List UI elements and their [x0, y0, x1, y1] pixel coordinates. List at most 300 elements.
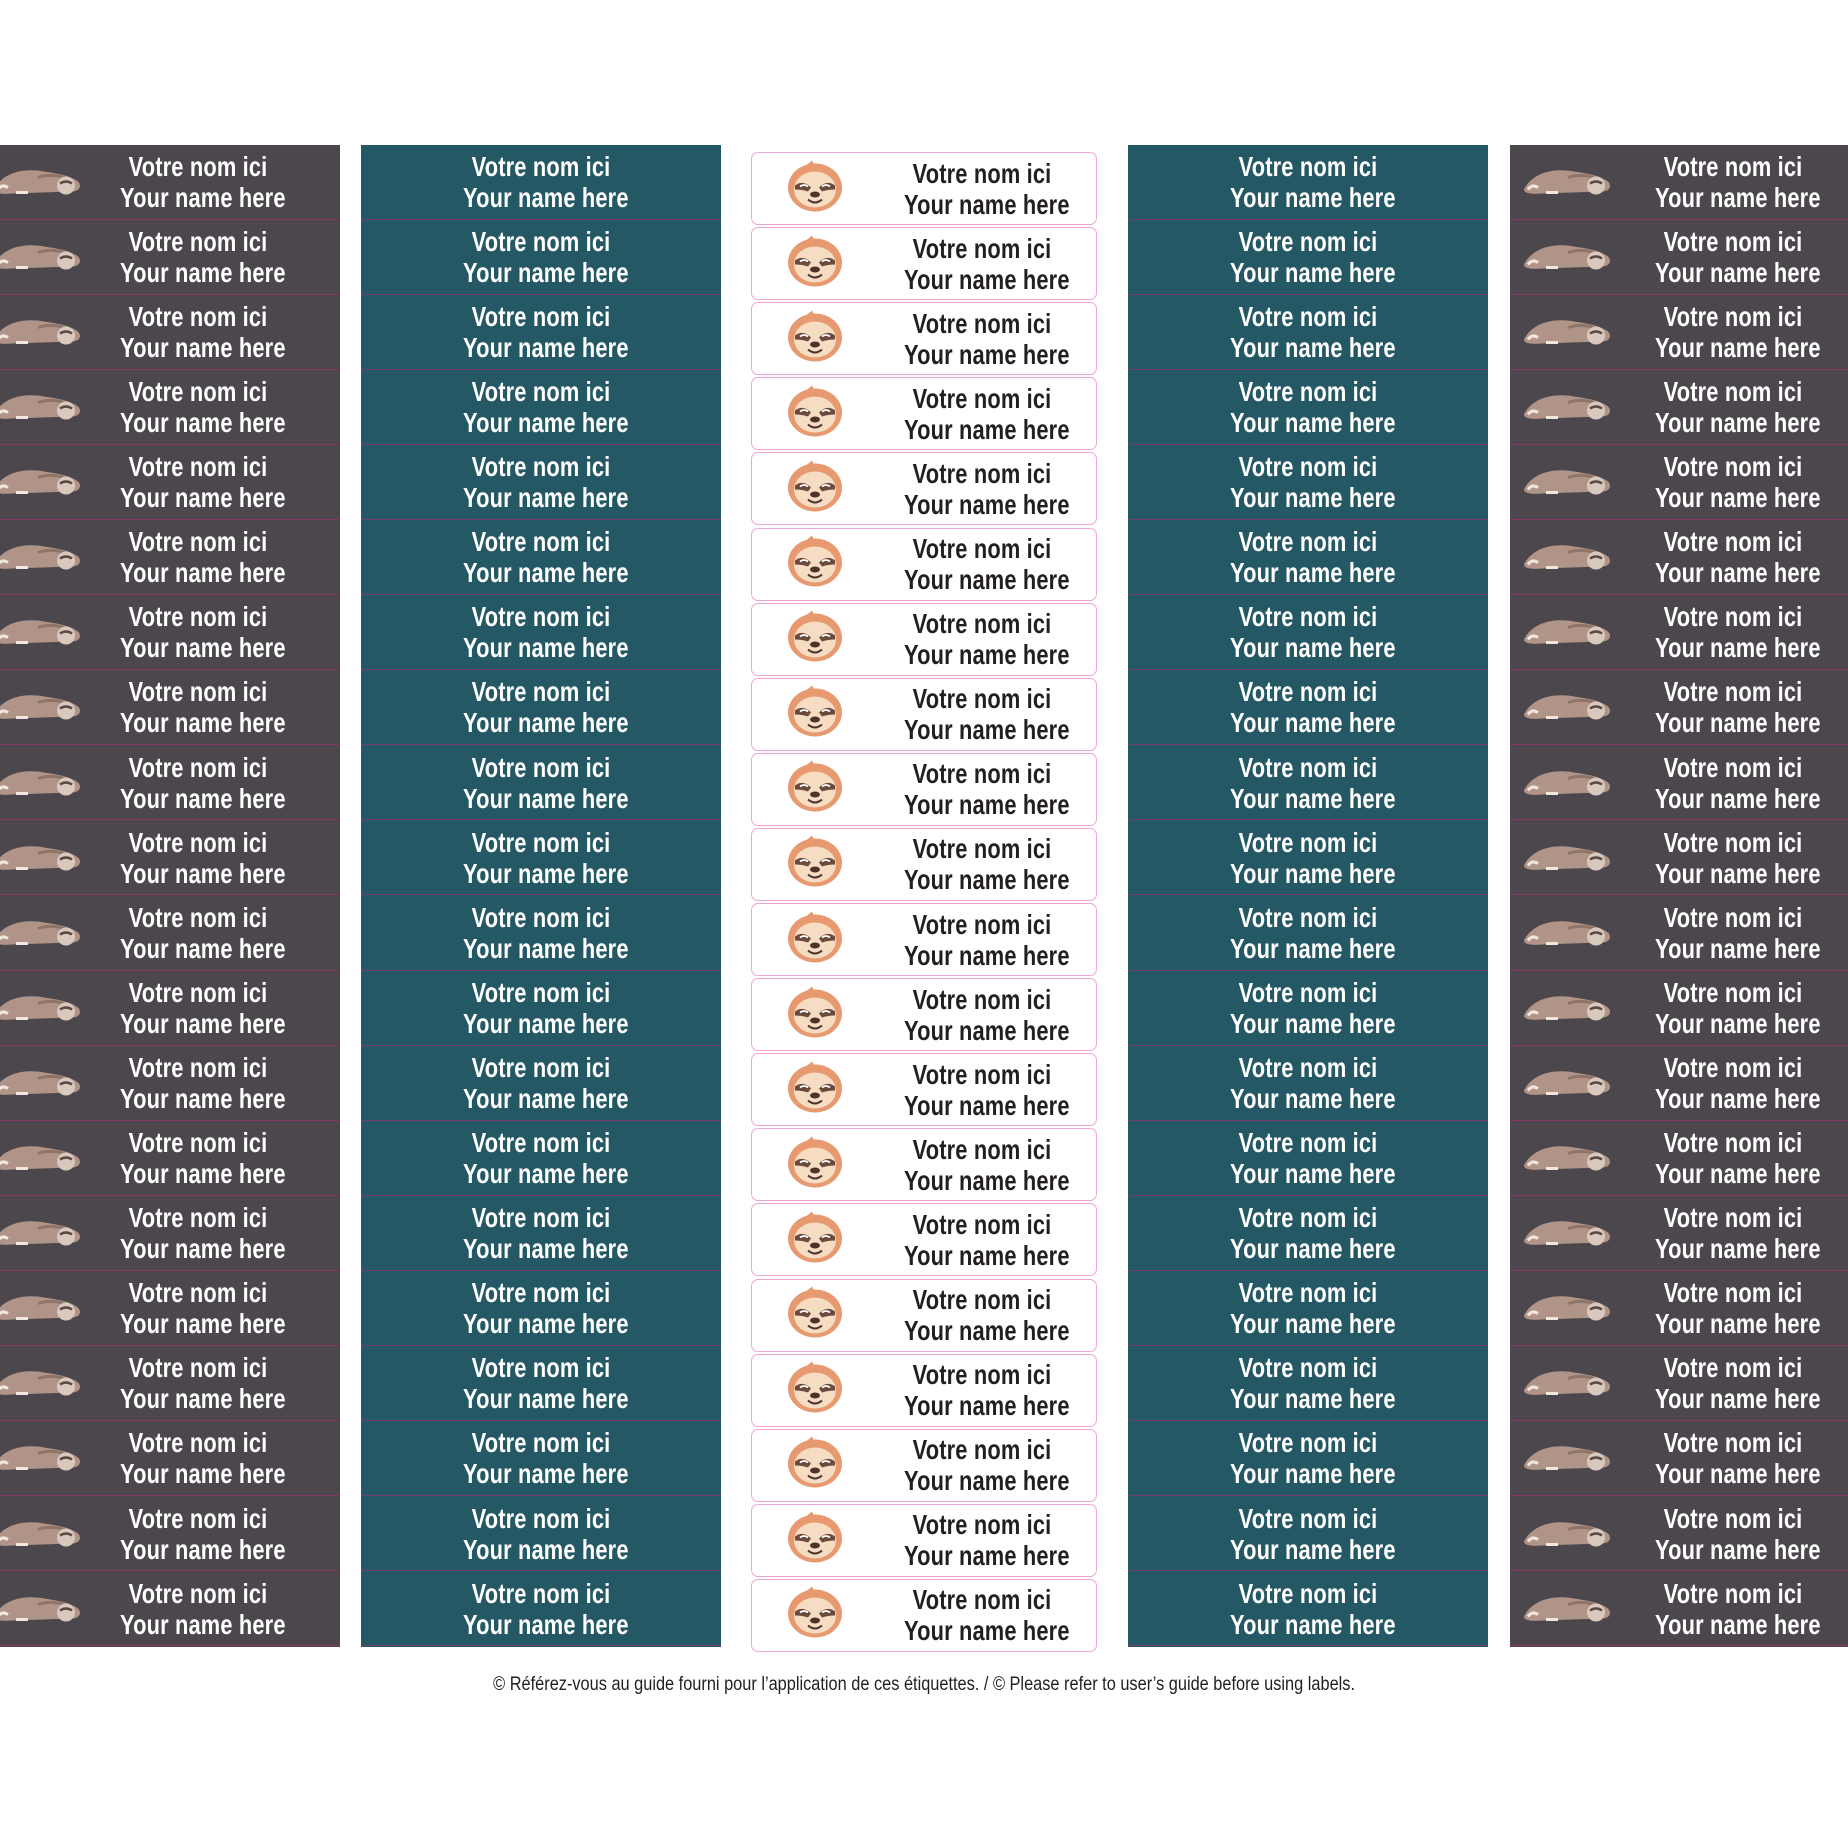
- label-line-french: Votre nom ici: [1663, 526, 1803, 558]
- label-text: [120, 1127, 286, 1190]
- label-line-english: Your name here: [120, 482, 286, 514]
- label-line-english: Your name here: [1655, 857, 1821, 889]
- sloth-face-icon: [786, 234, 844, 293]
- label-line-french: Votre nom ici: [1238, 526, 1378, 558]
- label-line-french: Votre nom ici: [471, 901, 611, 933]
- label-line-french: Votre nom ici: [1663, 1427, 1803, 1459]
- name-label: [0, 1196, 340, 1271]
- label-text: [1230, 376, 1396, 439]
- name-label: [1510, 1196, 1848, 1271]
- label-line-french: Votre nom ici: [128, 601, 268, 633]
- label-line-french: Votre nom ici: [1663, 1202, 1803, 1234]
- label-text: [120, 751, 286, 814]
- name-label: [361, 1497, 721, 1572]
- label-line-french: Votre nom ici: [912, 1359, 1052, 1391]
- label-line-english: Your name here: [904, 1239, 1070, 1271]
- label-line-english: Your name here: [904, 488, 1070, 520]
- label-line-french: Votre nom ici: [1238, 676, 1378, 708]
- label-line-english: Your name here: [120, 932, 286, 964]
- label-line-english: Your name here: [463, 707, 629, 739]
- label-line-english: Your name here: [904, 714, 1070, 746]
- name-label: [0, 1272, 340, 1347]
- label-line-english: Your name here: [904, 1390, 1070, 1422]
- sleeping-sloth-icon: [0, 1286, 84, 1331]
- name-label: [0, 971, 340, 1046]
- label-line-english: Your name here: [1655, 1458, 1821, 1490]
- label-line-english: Your name here: [120, 782, 286, 814]
- name-label: [1510, 220, 1848, 295]
- name-label: [361, 746, 721, 821]
- sleeping-sloth-icon: [1522, 1361, 1614, 1406]
- label-text: [1655, 1202, 1821, 1265]
- label-line-english: Your name here: [1230, 932, 1396, 964]
- name-label: [1510, 971, 1848, 1046]
- name-label: [0, 896, 340, 971]
- label-line-english: Your name here: [1230, 632, 1396, 664]
- label-text: [1655, 1277, 1821, 1340]
- label-line-english: Your name here: [1230, 782, 1396, 814]
- label-line-english: Your name here: [1230, 1533, 1396, 1565]
- label-line-french: Votre nom ici: [1663, 751, 1803, 783]
- label-line-english: Your name here: [1230, 181, 1396, 213]
- label-text: [1655, 1577, 1821, 1640]
- label-line-english: Your name here: [1655, 632, 1821, 664]
- sleeping-sloth-icon: [1522, 760, 1614, 805]
- sloth-face-icon: [786, 835, 844, 894]
- label-line-french: Votre nom ici: [128, 1051, 268, 1083]
- label-line-english: Your name here: [463, 1383, 629, 1415]
- label-text: [463, 1427, 629, 1490]
- label-line-french: Votre nom ici: [471, 676, 611, 708]
- name-label: [361, 596, 721, 671]
- label-line-english: Your name here: [463, 857, 629, 889]
- label-line-french: Votre nom ici: [128, 826, 268, 858]
- label-line-english: Your name here: [120, 857, 286, 889]
- label-text: [1230, 826, 1396, 889]
- label-line-french: Votre nom ici: [912, 908, 1052, 940]
- sloth-face-icon: [786, 1286, 844, 1345]
- label-line-french: Votre nom ici: [1238, 225, 1378, 257]
- label-line-french: Votre nom ici: [1238, 150, 1378, 182]
- name-label: [361, 295, 721, 370]
- name-label: [0, 671, 340, 746]
- name-label: [361, 821, 721, 896]
- label-line-french: Votre nom ici: [471, 1202, 611, 1234]
- label-line-french: Votre nom ici: [471, 1502, 611, 1534]
- label-line-french: Votre nom ici: [128, 751, 268, 783]
- name-label: [1510, 896, 1848, 971]
- sloth-face-icon: [786, 985, 844, 1044]
- name-label: [751, 603, 1097, 676]
- sleeping-sloth-icon: [1522, 1060, 1614, 1105]
- label-line-english: Your name here: [1230, 256, 1396, 288]
- label-line-english: Your name here: [904, 1164, 1070, 1196]
- label-line-french: Votre nom ici: [1238, 751, 1378, 783]
- label-text: [120, 1577, 286, 1640]
- label-line-french: Votre nom ici: [912, 157, 1052, 189]
- label-text: [120, 826, 286, 889]
- label-text: [463, 1202, 629, 1265]
- label-text: [120, 1427, 286, 1490]
- label-text: [1230, 526, 1396, 589]
- label-text: [463, 901, 629, 964]
- label-line-english: Your name here: [904, 1315, 1070, 1347]
- name-label: [0, 370, 340, 445]
- label-line-french: Votre nom ici: [471, 1127, 611, 1159]
- label-line-french: Votre nom ici: [1238, 1277, 1378, 1309]
- name-label: [751, 1579, 1097, 1652]
- label-line-french: Votre nom ici: [128, 300, 268, 332]
- label-text: [1655, 225, 1821, 288]
- sleeping-sloth-icon: [1522, 460, 1614, 505]
- label-text: [463, 1277, 629, 1340]
- name-label: [0, 1497, 340, 1572]
- label-line-english: Your name here: [1230, 1383, 1396, 1415]
- label-line-french: Votre nom ici: [1663, 225, 1803, 257]
- label-line-french: Votre nom ici: [471, 225, 611, 257]
- label-line-english: Your name here: [1655, 331, 1821, 363]
- label-line-english: Your name here: [120, 331, 286, 363]
- label-line-english: Your name here: [1655, 1308, 1821, 1340]
- label-text: [120, 300, 286, 363]
- name-label: [1128, 1347, 1488, 1422]
- label-line-french: Votre nom ici: [1238, 1051, 1378, 1083]
- name-label: [361, 896, 721, 971]
- name-label: [751, 1354, 1097, 1427]
- name-label: [1510, 596, 1848, 671]
- name-label: [751, 978, 1097, 1051]
- label-line-english: Your name here: [1230, 857, 1396, 889]
- label-line-english: Your name here: [463, 1533, 629, 1565]
- name-label: [751, 227, 1097, 300]
- label-text: [1655, 526, 1821, 589]
- label-line-english: Your name here: [1655, 707, 1821, 739]
- label-line-french: Votre nom ici: [1238, 1502, 1378, 1534]
- name-label: [361, 1572, 721, 1647]
- name-label: [361, 1422, 721, 1497]
- label-line-english: Your name here: [1230, 557, 1396, 589]
- name-label: [1128, 821, 1488, 896]
- label-text: [120, 1202, 286, 1265]
- name-label: [1128, 370, 1488, 445]
- name-label: [751, 452, 1097, 525]
- label-line-french: Votre nom ici: [1238, 376, 1378, 408]
- name-label: [1128, 220, 1488, 295]
- name-label: [1128, 1422, 1488, 1497]
- label-text: [904, 1133, 1070, 1196]
- label-line-french: Votre nom ici: [128, 1427, 268, 1459]
- label-text: [1230, 1577, 1396, 1640]
- sloth-face-icon: [786, 760, 844, 819]
- name-label: [751, 1279, 1097, 1352]
- label-line-english: Your name here: [120, 1308, 286, 1340]
- name-label: [1128, 445, 1488, 520]
- label-column-c: [749, 145, 1099, 1647]
- label-text: [1230, 300, 1396, 363]
- name-label: [1128, 596, 1488, 671]
- name-label: [0, 295, 340, 370]
- name-label: [1510, 145, 1848, 220]
- label-text: [120, 901, 286, 964]
- sleeping-sloth-icon: [1522, 309, 1614, 354]
- label-line-english: Your name here: [904, 639, 1070, 671]
- sloth-face-icon: [786, 384, 844, 443]
- label-line-french: Votre nom ici: [912, 758, 1052, 790]
- name-label: [1128, 1272, 1488, 1347]
- label-line-french: Votre nom ici: [912, 533, 1052, 565]
- label-text: [904, 833, 1070, 896]
- label-text: [1655, 451, 1821, 514]
- label-line-english: Your name here: [463, 256, 629, 288]
- label-text: [1230, 1502, 1396, 1565]
- sleeping-sloth-icon: [1522, 234, 1614, 279]
- sloth-face-icon: [786, 1586, 844, 1645]
- label-line-english: Your name here: [904, 564, 1070, 596]
- label-text: [1655, 826, 1821, 889]
- label-line-french: Votre nom ici: [1663, 1502, 1803, 1534]
- name-label: [1510, 295, 1848, 370]
- label-line-french: Votre nom ici: [128, 676, 268, 708]
- sloth-face-icon: [786, 309, 844, 368]
- label-text: [120, 150, 286, 213]
- sloth-face-icon: [786, 1436, 844, 1495]
- label-line-french: Votre nom ici: [1238, 1427, 1378, 1459]
- label-line-french: Votre nom ici: [1663, 1277, 1803, 1309]
- label-line-english: Your name here: [120, 632, 286, 664]
- label-line-french: Votre nom ici: [1663, 150, 1803, 182]
- label-text: [1230, 901, 1396, 964]
- label-line-english: Your name here: [120, 1082, 286, 1114]
- label-line-french: Votre nom ici: [1663, 451, 1803, 483]
- label-line-english: Your name here: [1655, 482, 1821, 514]
- label-line-english: Your name here: [463, 1158, 629, 1190]
- label-line-english: Your name here: [1655, 407, 1821, 439]
- label-line-french: Votre nom ici: [128, 1502, 268, 1534]
- label-column-b: [361, 145, 721, 1647]
- label-line-english: Your name here: [120, 181, 286, 213]
- label-text: [463, 150, 629, 213]
- label-text: [1655, 300, 1821, 363]
- label-line-english: Your name here: [1230, 407, 1396, 439]
- sloth-face-icon: [786, 159, 844, 218]
- label-line-english: Your name here: [120, 1608, 286, 1640]
- name-label: [751, 1128, 1097, 1201]
- sleeping-sloth-icon: [0, 159, 84, 204]
- name-label: [0, 1121, 340, 1196]
- label-line-french: Votre nom ici: [128, 976, 268, 1008]
- label-text: [463, 300, 629, 363]
- sloth-face-icon: [786, 459, 844, 518]
- name-label: [361, 521, 721, 596]
- label-line-english: Your name here: [120, 707, 286, 739]
- label-text: [904, 908, 1070, 971]
- label-line-french: Votre nom ici: [1238, 1202, 1378, 1234]
- label-line-french: Votre nom ici: [1663, 901, 1803, 933]
- sleeping-sloth-icon: [0, 535, 84, 580]
- label-line-french: Votre nom ici: [1238, 901, 1378, 933]
- label-line-english: Your name here: [1230, 707, 1396, 739]
- label-line-french: Votre nom ici: [1663, 1577, 1803, 1609]
- label-text: [904, 457, 1070, 520]
- sleeping-sloth-icon: [0, 1436, 84, 1481]
- label-line-french: Votre nom ici: [1238, 826, 1378, 858]
- label-line-french: Votre nom ici: [912, 983, 1052, 1015]
- label-text: [463, 601, 629, 664]
- label-text: [463, 1127, 629, 1190]
- label-line-english: Your name here: [904, 263, 1070, 295]
- name-label: [361, 145, 721, 220]
- sleeping-sloth-icon: [0, 385, 84, 430]
- name-label: [1128, 746, 1488, 821]
- label-line-english: Your name here: [1655, 1608, 1821, 1640]
- sloth-face-icon: [786, 610, 844, 669]
- sleeping-sloth-icon: [0, 685, 84, 730]
- label-line-english: Your name here: [1230, 1308, 1396, 1340]
- label-line-french: Votre nom ici: [912, 382, 1052, 414]
- label-line-french: Votre nom ici: [1238, 976, 1378, 1008]
- label-line-french: Votre nom ici: [471, 300, 611, 332]
- label-line-french: Votre nom ici: [471, 976, 611, 1008]
- label-text: [120, 676, 286, 739]
- sloth-face-icon: [786, 535, 844, 594]
- label-line-french: Votre nom ici: [1238, 601, 1378, 633]
- sleeping-sloth-icon: [0, 1361, 84, 1406]
- label-text: [1230, 225, 1396, 288]
- label-line-french: Votre nom ici: [128, 1202, 268, 1234]
- name-label: [1510, 1347, 1848, 1422]
- name-label: [1510, 370, 1848, 445]
- name-label: [0, 746, 340, 821]
- sleeping-sloth-icon: [1522, 1211, 1614, 1256]
- label-line-french: Votre nom ici: [912, 1584, 1052, 1616]
- sloth-face-icon: [786, 1361, 844, 1420]
- label-line-french: Votre nom ici: [912, 1133, 1052, 1165]
- label-line-french: Votre nom ici: [471, 826, 611, 858]
- sleeping-sloth-icon: [0, 835, 84, 880]
- sleeping-sloth-icon: [0, 1211, 84, 1256]
- label-line-english: Your name here: [463, 1308, 629, 1340]
- label-text: [463, 376, 629, 439]
- label-text: [463, 225, 629, 288]
- label-column-e: [1510, 145, 1848, 1647]
- label-line-french: Votre nom ici: [1238, 300, 1378, 332]
- name-label: [751, 903, 1097, 976]
- label-line-english: Your name here: [904, 1089, 1070, 1121]
- name-label: [0, 521, 340, 596]
- label-text: [1230, 451, 1396, 514]
- name-label: [1128, 971, 1488, 1046]
- name-label: [1510, 821, 1848, 896]
- label-line-english: Your name here: [463, 407, 629, 439]
- name-label: [1510, 671, 1848, 746]
- label-line-french: Votre nom ici: [128, 1127, 268, 1159]
- label-text: [1230, 1051, 1396, 1114]
- label-text: [904, 608, 1070, 671]
- name-label: [0, 220, 340, 295]
- label-text: [120, 1352, 286, 1415]
- sleeping-sloth-icon: [0, 1136, 84, 1181]
- label-line-french: Votre nom ici: [128, 225, 268, 257]
- sleeping-sloth-icon: [1522, 385, 1614, 430]
- label-line-english: Your name here: [120, 1383, 286, 1415]
- sleeping-sloth-icon: [0, 985, 84, 1030]
- sleeping-sloth-icon: [0, 234, 84, 279]
- sloth-face-icon: [786, 685, 844, 744]
- label-line-english: Your name here: [1655, 1383, 1821, 1415]
- name-label: [751, 1429, 1097, 1502]
- name-label: [361, 1121, 721, 1196]
- label-column-a: [0, 145, 340, 1647]
- name-label: [1128, 1497, 1488, 1572]
- sloth-face-icon: [786, 1135, 844, 1194]
- label-text: [904, 533, 1070, 596]
- sleeping-sloth-icon: [1522, 610, 1614, 655]
- name-label: [1510, 1497, 1848, 1572]
- label-text: [1230, 1202, 1396, 1265]
- label-line-french: Votre nom ici: [1663, 376, 1803, 408]
- label-text: [463, 676, 629, 739]
- name-label: [1128, 521, 1488, 596]
- label-line-french: Votre nom ici: [128, 150, 268, 182]
- name-label: [751, 302, 1097, 375]
- sleeping-sloth-icon: [1522, 1136, 1614, 1181]
- sleeping-sloth-icon: [0, 910, 84, 955]
- name-label: [0, 1422, 340, 1497]
- label-line-french: Votre nom ici: [1663, 300, 1803, 332]
- label-line-english: Your name here: [904, 789, 1070, 821]
- label-line-english: Your name here: [463, 932, 629, 964]
- label-line-french: Votre nom ici: [1663, 1352, 1803, 1384]
- label-line-french: Votre nom ici: [1238, 451, 1378, 483]
- sleeping-sloth-icon: [0, 460, 84, 505]
- label-line-french: Votre nom ici: [912, 1058, 1052, 1090]
- label-line-english: Your name here: [1655, 1233, 1821, 1265]
- label-line-french: Votre nom ici: [471, 526, 611, 558]
- name-label: [751, 1504, 1097, 1577]
- sleeping-sloth-icon: [1522, 835, 1614, 880]
- label-line-french: Votre nom ici: [471, 150, 611, 182]
- label-line-english: Your name here: [1230, 1458, 1396, 1490]
- label-text: [1655, 976, 1821, 1039]
- label-text: [120, 526, 286, 589]
- label-line-english: Your name here: [904, 939, 1070, 971]
- label-text: [120, 225, 286, 288]
- label-line-english: Your name here: [120, 1458, 286, 1490]
- sleeping-sloth-icon: [1522, 159, 1614, 204]
- label-line-french: Votre nom ici: [1663, 976, 1803, 1008]
- name-label: [1128, 1196, 1488, 1271]
- label-column-d: [1128, 145, 1488, 1647]
- label-text: [463, 976, 629, 1039]
- label-line-english: Your name here: [1655, 256, 1821, 288]
- name-label: [0, 445, 340, 520]
- label-line-french: Votre nom ici: [471, 1051, 611, 1083]
- sleeping-sloth-icon: [0, 610, 84, 655]
- label-line-english: Your name here: [1230, 1082, 1396, 1114]
- label-line-english: Your name here: [463, 1458, 629, 1490]
- name-label: [751, 678, 1097, 751]
- sleeping-sloth-icon: [1522, 910, 1614, 955]
- label-text: [120, 451, 286, 514]
- label-line-english: Your name here: [1230, 1158, 1396, 1190]
- label-line-french: Votre nom ici: [128, 1352, 268, 1384]
- label-text: [904, 1208, 1070, 1271]
- label-text: [463, 751, 629, 814]
- name-label: [361, 971, 721, 1046]
- label-line-english: Your name here: [463, 782, 629, 814]
- label-line-french: Votre nom ici: [912, 1284, 1052, 1316]
- label-line-english: Your name here: [1230, 1608, 1396, 1640]
